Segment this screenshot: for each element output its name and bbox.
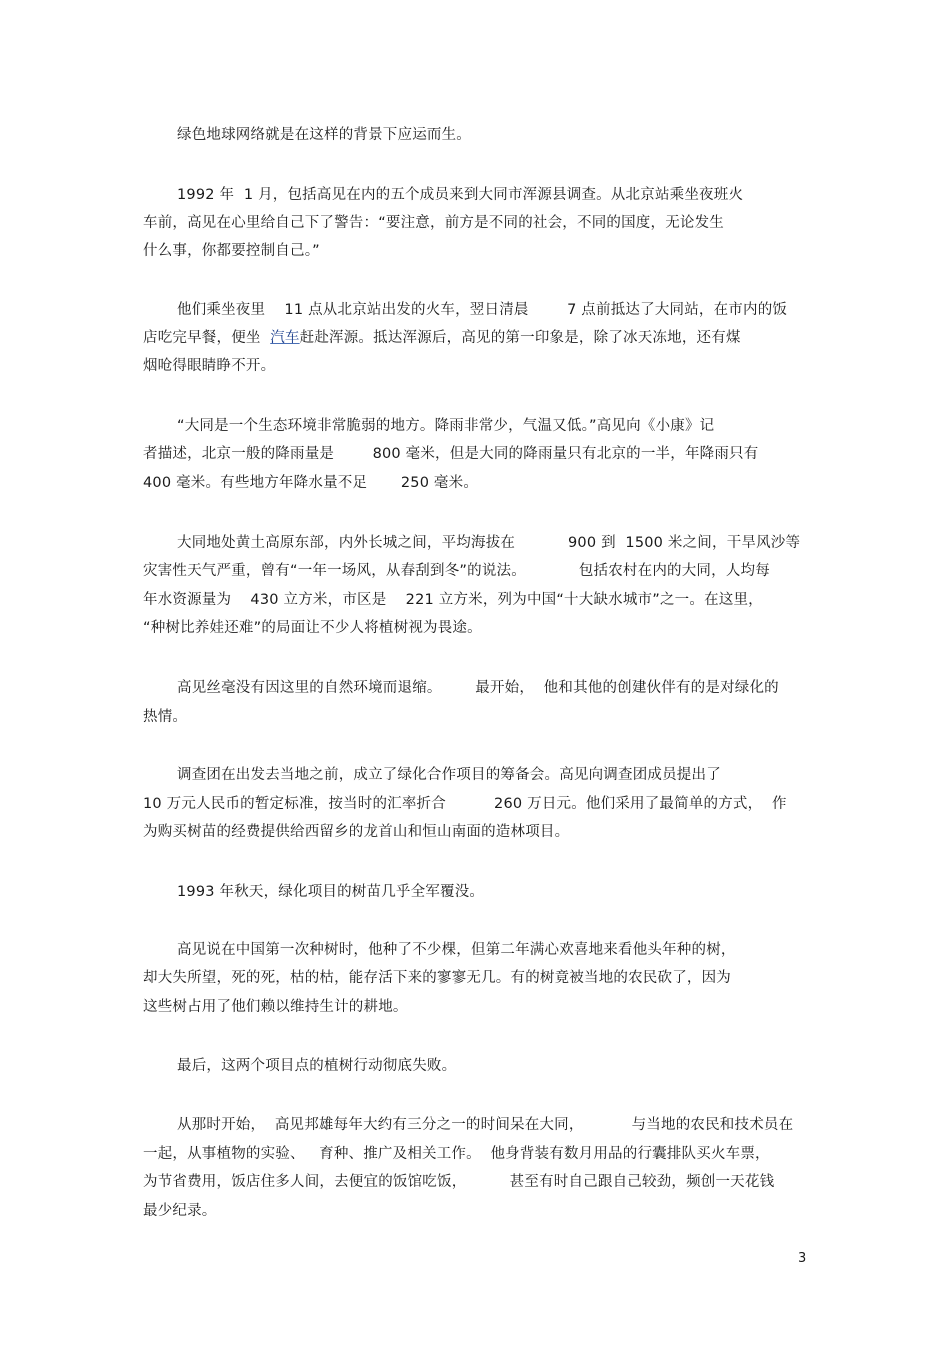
paragraph-4-line-1: “大同是一个生态环境非常脆弱的地方。降雨非常少，气温又低。”高见向《小康》记 [177, 418, 715, 434]
paragraph-1-line-1: 绿色地球网络就是在这样的背景下应运而生。 [177, 127, 471, 143]
paragraph-3-line-2-text-a: 店吃完早餐，便坐 [143, 330, 271, 346]
paragraph-2-line-1: 1992 年 1 月，包括高见在内的五个成员来到大同市浑源县调查。从北京站乘坐夜班火 [177, 187, 744, 203]
paragraph-6-line-1: 高见丝毫没有因这里的自然环境而退缩。 最开始， 他和其他的创建伙伴有的是对绿化的 [177, 680, 779, 696]
paragraph-11-line-1: 从那时开始， 高见邦雄每年大约有三分之一的时间呆在大同， 与当地的农民和技术员在 [177, 1117, 794, 1133]
paragraph-11-line-4: 最少纪录。 [143, 1203, 217, 1219]
car-link[interactable]: 汽车 [270, 330, 300, 346]
paragraph-9-line-2: 却大失所望，死的死，枯的枯，能存活下来的寥寥无几。有的树竟被当地的农民砍了，因为 [143, 970, 731, 986]
paragraph-9-line-3: 这些树占用了他们赖以维持生计的耕地。 [143, 999, 408, 1015]
paragraph-11-line-3: 为节省费用，饭店住多人间，去便宜的饭馆吃饭， 甚至有时自己跟自己较劲，频创一天花钱 [143, 1174, 775, 1190]
paragraph-5-line-3: 年水资源量为 430 立方米，市区是 221 立方米，列为中国“十大缺水城市”之一。在这里， [143, 592, 763, 608]
paragraph-4-line-3: 400 毫米。有些地方年降水量不足 250 毫米。 [143, 475, 479, 491]
paragraph-7-line-2: 10 万元人民币的暂定标准，按当时的汇率折合 260 万日元。他们采用了最简单的方式， 作 [143, 796, 787, 812]
page-number: 3 [798, 1251, 807, 1266]
paragraph-3-line-2 [143, 328, 741, 348]
paragraph-3-line-1: 他们乘坐夜里 11 点从北京站出发的火车，翌日清晨 7 点前抵达了大同站，在市内的饭 [177, 302, 788, 318]
paragraph-5-line-2: 灾害性天气严重，曾有“一年一场风，从春刮到冬”的说法。 包括农村在内的大同，人均每 [143, 563, 770, 579]
paragraph-5-line-1: 大同地处黄土高原东部，内外长城之间，平均海拔在 900 到 1500 米之间，干旱风沙等 [177, 535, 801, 551]
paragraph-7-line-1: 调查团在出发去当地之前，成立了绿化合作项目的筹备会。高见向调查团成员提出了 [177, 767, 721, 783]
paragraph-10-line-1: 最后，这两个项目点的植树行动彻底失败。 [177, 1058, 457, 1074]
paragraph-8-line-1: 1993 年秋天，绿化项目的树苗几乎全军覆没。 [177, 884, 485, 900]
paragraph-4-line-2: 者描述，北京一般的降雨量是 800 毫米，但是大同的降雨量只有北京的一半，年降雨只有 [143, 446, 759, 462]
paragraph-9-line-1: 高见说在中国第一次种树时，他种了不少棵，但第二年满心欢喜地来看他头年种的树， [177, 942, 736, 958]
paragraph-5-line-4: “种树比养娃还难”的局面让不少人将植树视为畏途。 [143, 620, 482, 636]
paragraph-2-line-2: 车前，高见在心里给自己下了警告：“要注意，前方是不同的社会，不同的国度，无论发生 [143, 215, 725, 231]
paragraph-7-line-3: 为购买树苗的经费提供给西留乡的龙首山和恒山南面的造林项目。 [143, 824, 570, 840]
paragraph-3-line-3: 烟呛得眼睛睁不开。 [143, 358, 276, 374]
paragraph-3-line-2-text-b: 赶赴浑源。抵达浑源后，高见的第一印象是，除了冰天冻地，还有煤 [299, 330, 741, 346]
paragraph-2-line-3: 什么事，你都要控制自己。” [143, 243, 320, 259]
paragraph-11-line-2: 一起，从事植物的实验、 育种、推广及相关工作。 他身背装有数月用品的行囊排队买火车票， [143, 1146, 770, 1162]
paragraph-6-line-2: 热情。 [143, 709, 188, 725]
